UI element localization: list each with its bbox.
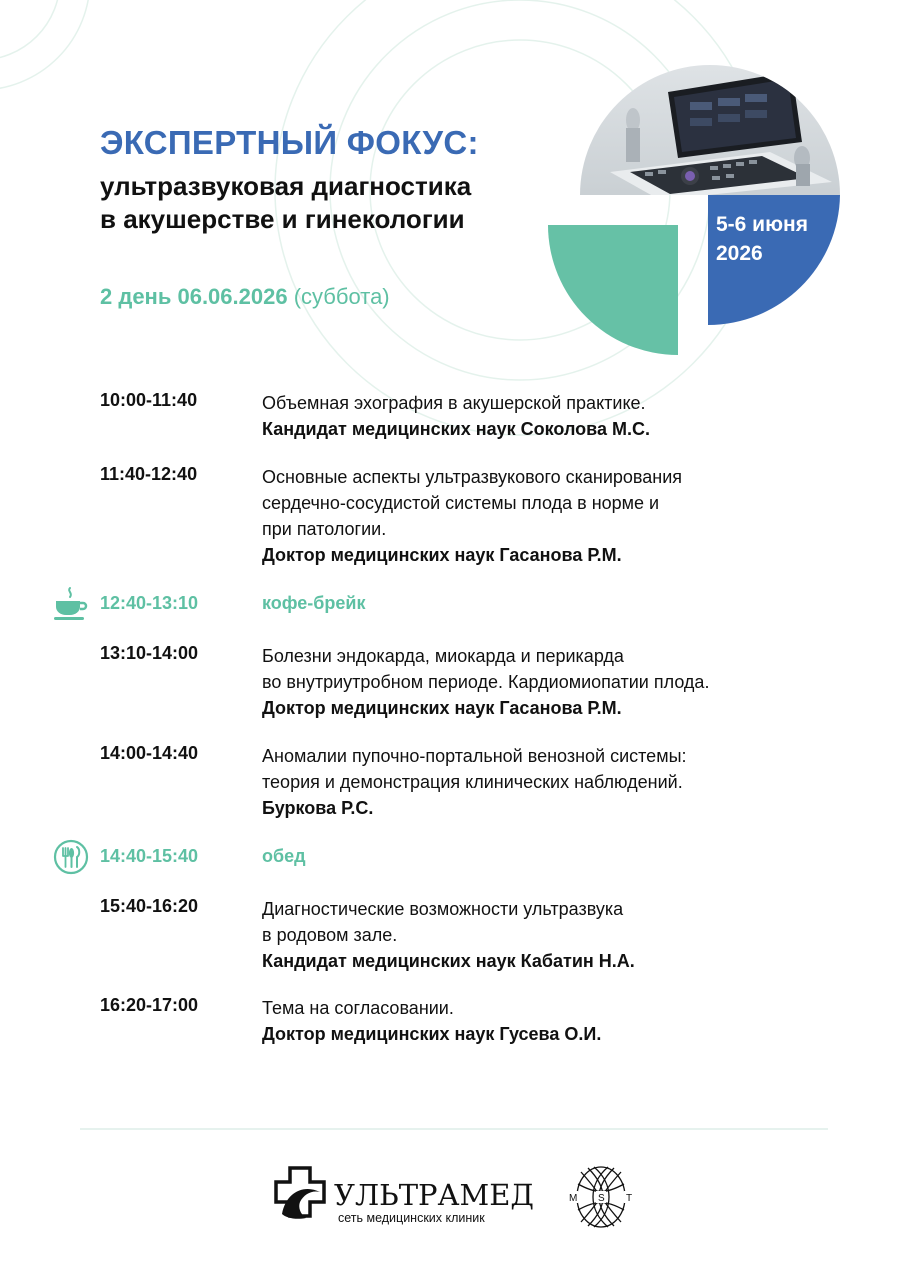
day-heading [100,284,390,310]
session-time: 13:10-14:00 [100,643,199,663]
session-topic: Болезни эндокарда, миокарда и перикарда [262,646,624,666]
footer-divider [80,1128,828,1130]
session-topic: Основные аспекты ультразвукового сканирования [262,467,683,487]
coffee-cup-icon [52,585,90,623]
page-subtitle [100,170,471,236]
session-details [262,896,862,974]
session-topic: во внутриутробном периоде. Кардиомиопатии плода. [262,672,710,692]
ultramed-logo [272,1164,542,1230]
session-details [262,390,862,442]
session-details [262,464,862,568]
session-topic: в родовом зале. [262,925,398,945]
session-time: 16:20-17:00 [100,995,199,1015]
session-details [262,995,862,1047]
cutlery-icon [52,838,90,876]
dolphin-cross-icon [272,1164,336,1230]
session-time: 15:40-16:20 [100,896,199,916]
mst-globe-logo [566,1164,636,1230]
mst-letter-t: T [626,1193,633,1204]
session-details [262,643,862,721]
break-time: 12:40-13:10 [100,593,199,613]
day-weekday: (суббота) [293,284,390,309]
session-speaker: Кандидат медицинских наук Кабатин Н.А. [262,951,635,971]
logo-name: УЛЬТРАМЕД [334,1178,534,1212]
session-speaker: Кандидат медицинских наук Соколова М.С. [262,419,650,439]
session-topic: Тема на согласовании. [262,998,454,1018]
event-dates-line: 5-6 июня [716,213,808,236]
subtitle-line: ультразвуковая диагностика [100,171,472,201]
session-topic: при патологии. [262,519,387,539]
event-dates-year: 2026 [716,242,763,265]
logo-tagline: сеть медицинских клиник [338,1211,485,1225]
break-label: кофе-брейк [262,593,366,613]
event-dates [716,210,836,268]
session-time: 10:00-11:40 [100,390,198,410]
break-label: обед [262,846,306,866]
session-time: 11:40-12:40 [100,464,198,484]
session-speaker: Доктор медицинских наук Гусева О.И. [262,1024,602,1044]
session-speaker: Доктор медицинских наук Гасанова Р.М. [262,698,622,718]
session-topic: Объемная эхография в акушерской практике. [262,393,646,413]
session-topic: Аномалии пупочно-портальной венозной системы: [262,746,687,766]
session-speaker: Доктор медицинских наук Гасанова Р.М. [262,545,622,565]
ultrasound-machine-photo [570,60,840,200]
session-time: 14:00-14:40 [100,743,199,763]
green-quarter-shape [548,225,678,355]
mst-letter-s: S [598,1193,605,1204]
mst-letter-m: M [569,1193,578,1204]
subtitle-line: в акушерстве и гинекологии [100,204,465,234]
day-date: 2 день 06.06.2026 [100,284,288,309]
session-topic: Диагностические возможности ультразвука [262,899,624,919]
break-time: 14:40-15:40 [100,846,199,866]
session-details [262,743,862,821]
page-title: ЭКСПЕРТНЫЙ ФОКУС: [100,124,479,161]
session-speaker: Буркова Р.С. [262,798,374,818]
session-topic: теория и демонстрация клинических наблюдений. [262,772,683,792]
session-topic: сердечно-сосудистой системы плода в норме и [262,493,660,513]
